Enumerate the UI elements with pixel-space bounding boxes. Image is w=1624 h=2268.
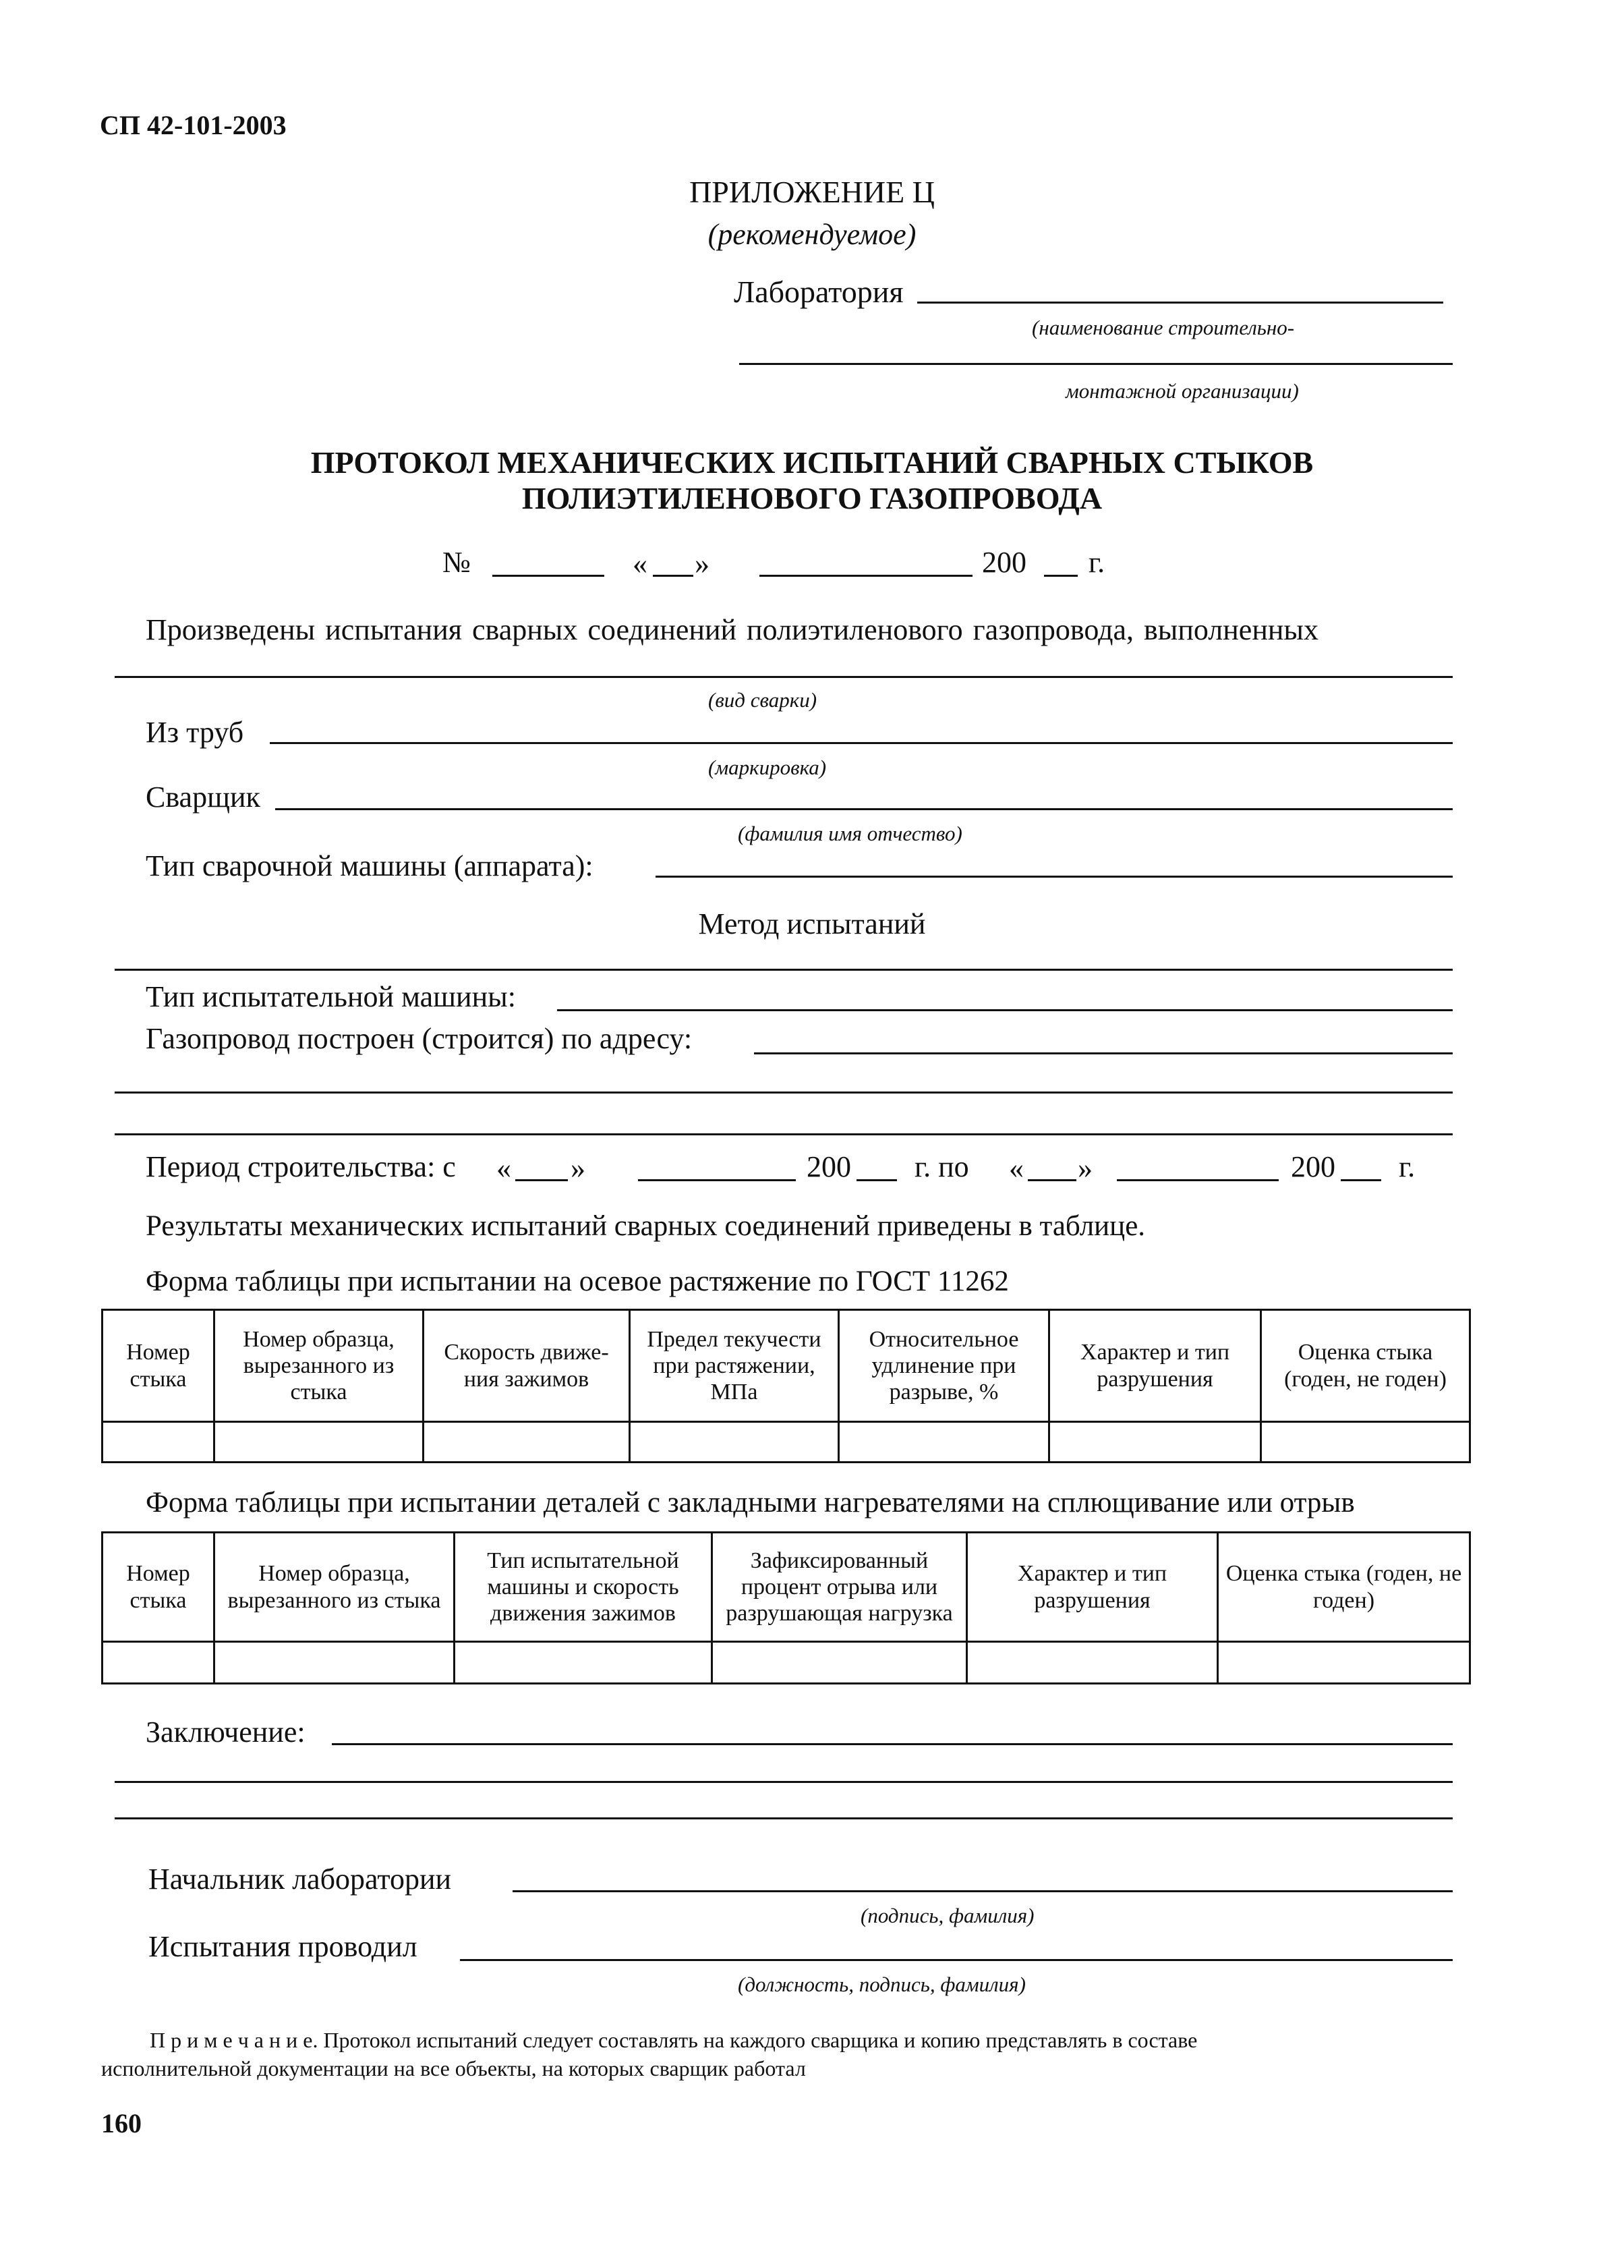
table1-header-sample-number: Номер образца, вырезанного из стыка bbox=[214, 1310, 424, 1422]
results-text: Результаты механических испытаний сварных соединений приведены в таблице. bbox=[146, 1210, 1146, 1242]
table1-header-clamp-speed: Скорость движе-ния зажимов bbox=[424, 1310, 630, 1422]
appendix-subtitle: (рекомендуемое) bbox=[707, 218, 917, 251]
sign-name-caption: (подпись, фамилия) bbox=[861, 1904, 1035, 1927]
period-label: Период строительства: с bbox=[146, 1150, 456, 1183]
period-end-g: г. bbox=[1399, 1150, 1416, 1183]
welder-line[interactable] bbox=[275, 808, 1453, 810]
method-label: Метод испытаний bbox=[698, 907, 926, 940]
marking-caption: (маркировка) bbox=[708, 756, 827, 779]
table1-cell[interactable] bbox=[1261, 1422, 1470, 1463]
table2-header-joint-number: Номер стыка bbox=[103, 1533, 214, 1642]
table1-cell[interactable] bbox=[103, 1422, 214, 1463]
table1-empty-row bbox=[103, 1422, 1470, 1463]
lab-head-signature-line[interactable] bbox=[513, 1890, 1453, 1892]
table1-cell[interactable] bbox=[214, 1422, 424, 1463]
period-end-year-line[interactable] bbox=[1341, 1179, 1381, 1181]
table1-cell[interactable] bbox=[839, 1422, 1049, 1463]
pipes-label: Из труб bbox=[146, 716, 244, 749]
fio-caption: (фамилия имя отчество) bbox=[738, 822, 962, 845]
table1-header-row bbox=[103, 1310, 1470, 1422]
protocol-title-line-1: ПРОТОКОЛ МЕХАНИЧЕСКИХ ИСПЫТАНИЙ СВАРНЫХ СТЫКОВ bbox=[310, 445, 1314, 480]
period-start-year-prefix: 200 bbox=[807, 1150, 851, 1183]
page-number: 160 bbox=[101, 2108, 142, 2138]
document-code: СП 42-101-2003 bbox=[100, 110, 287, 140]
laboratory-caption-1: (наименование строительно- bbox=[1032, 316, 1295, 339]
conclusion-line-3[interactable] bbox=[115, 1817, 1453, 1819]
note-label: П р и м е ч а н и е. bbox=[150, 2028, 318, 2052]
quote-close: » bbox=[695, 547, 709, 580]
period-end-month-line[interactable] bbox=[1117, 1179, 1279, 1181]
address-line-2[interactable] bbox=[115, 1092, 1453, 1094]
table2-header-machine-speed: Тип испытательной машины и скорость движения зажимов bbox=[455, 1533, 712, 1642]
table2-header-fracture-type: Характер и тип разрушения bbox=[967, 1533, 1218, 1642]
flattening-detachment-table bbox=[101, 1531, 1471, 1684]
table1-cell[interactable] bbox=[1049, 1422, 1261, 1463]
table2-title: Форма таблицы при испытании деталей с закладными нагревателями на сплющивание или отрыв bbox=[146, 1487, 1355, 1519]
table2-header-sample-number: Номер образца, вырезанного из стыка bbox=[214, 1533, 455, 1642]
conclusion-line-2[interactable] bbox=[115, 1781, 1453, 1783]
number-sign: № bbox=[442, 546, 471, 579]
table2-cell[interactable] bbox=[214, 1642, 455, 1684]
address-line[interactable] bbox=[754, 1052, 1453, 1054]
table1-cell[interactable] bbox=[630, 1422, 839, 1463]
conclusion-line[interactable] bbox=[332, 1743, 1453, 1745]
note-text-1: Протокол испытаний следует составлять на каждого сварщика и копию представлять в составе bbox=[323, 2028, 1198, 2052]
table1-header-yield-strength: Предел текучести при растяжении, МПа bbox=[630, 1310, 839, 1422]
address-line-3[interactable] bbox=[115, 1133, 1453, 1135]
tester-signature-line[interactable] bbox=[460, 1959, 1453, 1961]
year-prefix: 200 bbox=[982, 546, 1026, 579]
tester-label: Испытания проводил bbox=[148, 1930, 417, 1963]
table1-header-joint-rating: Оценка стыка (годен, не годен) bbox=[1261, 1310, 1470, 1422]
lab-head-label: Начальник лаборатории bbox=[148, 1863, 452, 1896]
period-start-day-line[interactable] bbox=[515, 1179, 568, 1181]
laboratory-input-line[interactable] bbox=[917, 302, 1443, 304]
note-line-1 bbox=[150, 2029, 1197, 2051]
protocol-month-line[interactable] bbox=[759, 575, 973, 577]
table1-title: Форма таблицы при испытании на осевое растяжение по ГОСТ 11262 bbox=[146, 1266, 1009, 1297]
appendix-title: ПРИЛОЖЕНИЕ Ц bbox=[689, 175, 935, 209]
weld-type-line[interactable] bbox=[115, 676, 1453, 678]
address-label: Газопровод построен (строится) по адресу: bbox=[146, 1022, 693, 1055]
quote-open: « bbox=[633, 547, 647, 580]
welder-label: Сварщик bbox=[146, 781, 260, 814]
intro-text: Произведены испытания сварных соединений полиэтиленового газопровода, выполненных bbox=[146, 613, 1318, 646]
conclusion-label: Заключение: bbox=[146, 1716, 306, 1749]
year-suffix: г. bbox=[1089, 546, 1105, 579]
period-g-po: г. по bbox=[915, 1150, 969, 1183]
table2-cell[interactable] bbox=[967, 1642, 1218, 1684]
machine-type-line[interactable] bbox=[656, 876, 1453, 878]
period-quote-close-1: » bbox=[571, 1152, 585, 1185]
laboratory-input-line-2[interactable] bbox=[739, 363, 1453, 365]
table2-header-detachment-load: Зафиксированный процент отрыва или разрушающая нагрузка bbox=[712, 1533, 967, 1642]
machine-type-label: Тип сварочной машины (аппарата): bbox=[146, 849, 593, 882]
table1-header-fracture-type: Характер и тип разрушения bbox=[1049, 1310, 1261, 1422]
protocol-day-line[interactable] bbox=[653, 575, 693, 577]
axial-tension-table bbox=[101, 1309, 1471, 1463]
period-start-month-line[interactable] bbox=[638, 1179, 796, 1181]
table2-cell[interactable] bbox=[455, 1642, 712, 1684]
protocol-year-line[interactable] bbox=[1044, 575, 1078, 577]
period-start-year-line[interactable] bbox=[857, 1179, 897, 1181]
position-sign-name-caption: (должность, подпись, фамилия) bbox=[738, 1973, 1026, 1996]
table2-cell[interactable] bbox=[1218, 1642, 1470, 1684]
note-text-2: исполнительной документации на все объекты, на которых сварщик работал bbox=[101, 2056, 806, 2080]
period-quote-open-2: « bbox=[1009, 1152, 1024, 1185]
period-end-year-prefix: 200 bbox=[1291, 1150, 1335, 1183]
table2-empty-row bbox=[103, 1642, 1470, 1684]
protocol-number-line[interactable] bbox=[492, 575, 604, 577]
laboratory-caption-2: монтажной организации) bbox=[1066, 379, 1299, 403]
period-quote-open-1: « bbox=[496, 1152, 511, 1185]
table1-header-joint-number: Номер стыка bbox=[103, 1310, 214, 1422]
table2-header-row bbox=[103, 1533, 1470, 1642]
table2-cell[interactable] bbox=[712, 1642, 967, 1684]
weld-type-caption: (вид сварки) bbox=[708, 688, 817, 712]
table2-header-joint-rating: Оценка стыка (годен, не годен) bbox=[1218, 1533, 1470, 1642]
table2-cell[interactable] bbox=[103, 1642, 214, 1684]
laboratory-label: Лаборатория bbox=[734, 275, 904, 309]
table1-cell[interactable] bbox=[424, 1422, 630, 1463]
period-quote-close-2: » bbox=[1078, 1152, 1093, 1185]
period-end-day-line[interactable] bbox=[1028, 1179, 1076, 1181]
method-line[interactable] bbox=[115, 969, 1453, 971]
pipes-line[interactable] bbox=[270, 742, 1453, 744]
protocol-title-line-2: ПОЛИЭТИЛЕНОВОГО ГАЗОПРОВОДА bbox=[521, 481, 1103, 515]
test-machine-label: Тип испытательной машины: bbox=[146, 980, 516, 1013]
test-machine-line[interactable] bbox=[557, 1009, 1453, 1011]
table1-header-elongation: Относительное удлинение при разрыве, % bbox=[839, 1310, 1049, 1422]
